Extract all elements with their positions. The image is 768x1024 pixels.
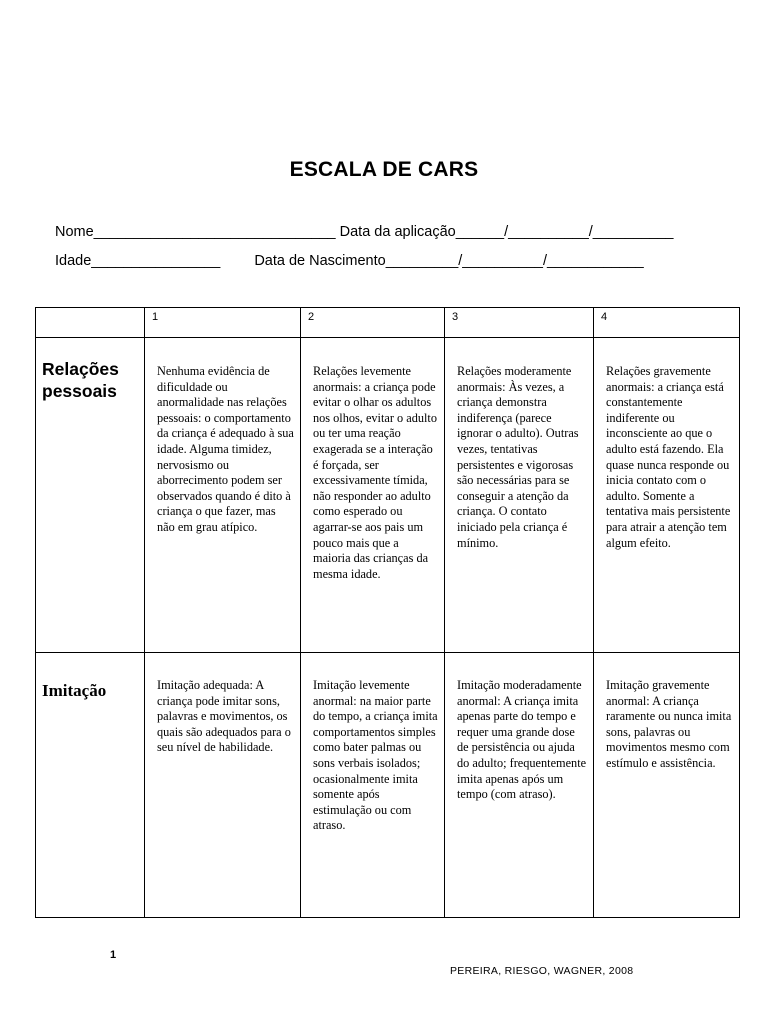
header-cell-1: 1 xyxy=(145,308,301,338)
table-cell: Imitação moderadamente anormal: A criança imita apenas parte do tempo e requer uma grande dose de persistência ou ajuda do adulto; frequentemente imita apenas após um tempo (com atraso). xyxy=(445,653,594,918)
header-cell-2: 2 xyxy=(301,308,445,338)
form-line-age-birth xyxy=(55,253,644,269)
table-cell: Imitação adequada: A criança pode imitar sons, palavras e movimentos, os quais são adequados para o seu nível de habilidade. xyxy=(145,653,301,918)
table-row xyxy=(36,338,740,653)
form-line-name-date xyxy=(55,224,673,240)
table-cell: Imitação levemente anormal: na maior parte do tempo, a criança imita comportamentos simples como bater palmas ou sons verbais isolados; ocasionalmente imita somente após estimulação ou com atraso. xyxy=(301,653,445,918)
row-label-imitacao: Imitação xyxy=(36,653,145,918)
page-number: 1 xyxy=(110,949,117,961)
row-label-relacoes-pessoais: Relações pessoais xyxy=(36,338,145,653)
table-cell: Imitação gravemente anormal: A criança raramente ou nunca imita sons, palavras ou movimentos mesmo com estímulo e assistência. xyxy=(594,653,740,918)
age-field: Idade________________ xyxy=(55,253,221,269)
birth-date-field: Data de Nascimento_________/__________/____________ xyxy=(254,253,644,269)
application-date-field: Data da aplicação______/__________/__________ xyxy=(339,224,674,240)
table-header-row xyxy=(36,308,740,338)
document-title: ESCALA DE CARS xyxy=(289,158,479,181)
footer-citation: PEREIRA, RIESGO, WAGNER, 2008 xyxy=(450,965,634,977)
header-cell-4: 4 xyxy=(594,308,740,338)
table-cell: Relações gravemente anormais: a criança está constantemente indiferente ou inconsciente ao que o adulto está fazendo. Ela quase nunca responde ou inicia contato com o adulto. Somente a tentativa mais persistente para atrair a atenção tem algum efeito. xyxy=(594,338,740,653)
header-cell-3: 3 xyxy=(445,308,594,338)
name-field: Nome______________________________ xyxy=(55,224,336,240)
table-cell: Relações moderamente anormais: Às vezes, a criança demonstra indiferença (parece ignorar o adulto). Outras vezes, tentativas persistentes e vigorosas são necessárias para se conseguir a atenção da criança. O contato iniciado pela criança é mínimo. xyxy=(445,338,594,653)
table-row xyxy=(36,653,740,918)
table-cell: Nenhuma evidência de dificuldade ou anormalidade nas relações pessoais: o comportamento da criança é adequado à sua idade. Alguma timidez, nervosismo ou aborrecimento podem ser observados quando é dito à criança o que fazer, mas não em grau atípico. xyxy=(145,338,301,653)
table-cell: Relações levemente anormais: a criança pode evitar o olhar os adultos nos olhos, evitar o adulto ou ter uma reação exagerada se a interação é forçada, ser excessivamente tímida, não responder ao adulto como esperado ou agarrar-se aos pais um pouco mais que a maioria das crianças da mesma idade. xyxy=(301,338,445,653)
cars-scale-table xyxy=(35,307,740,918)
header-cell-empty xyxy=(36,308,145,338)
